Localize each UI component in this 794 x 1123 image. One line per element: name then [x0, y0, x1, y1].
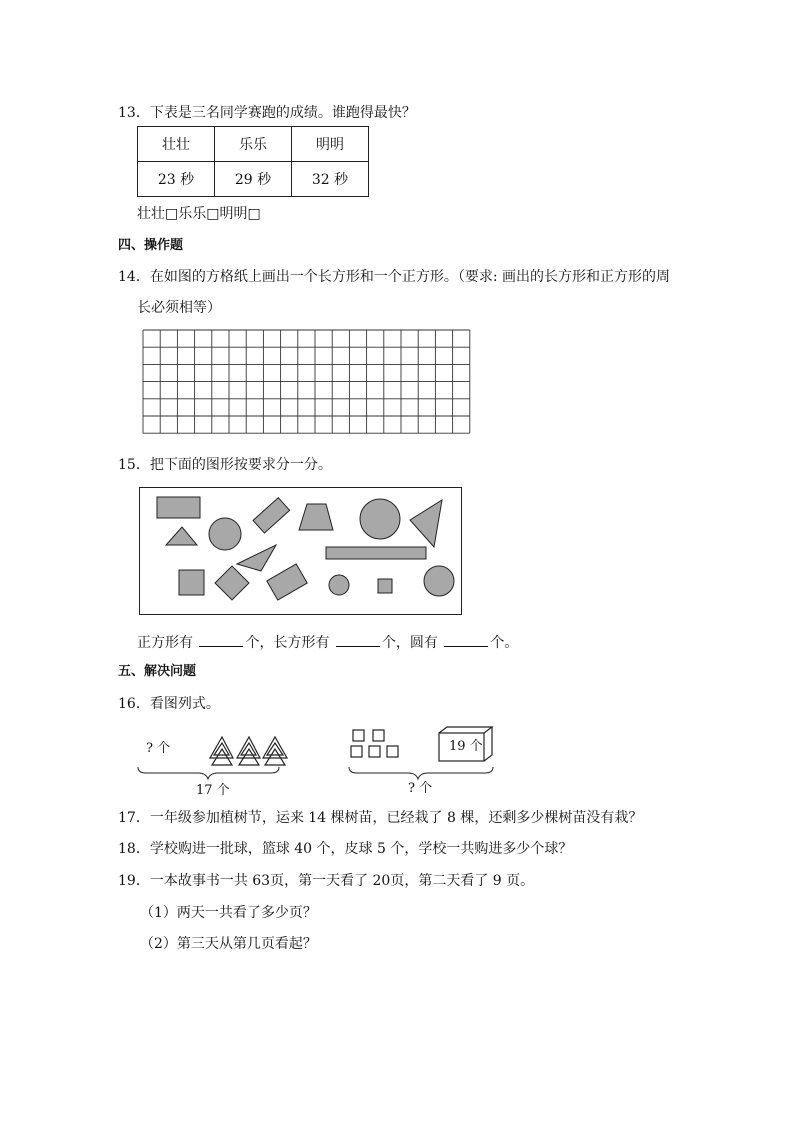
table-cell: 32 秒	[292, 162, 369, 197]
box-count-label: 19 个	[449, 739, 483, 754]
answer-line-13: 壮壮□乐乐□明明□	[137, 206, 261, 222]
small-square	[351, 746, 362, 757]
right-total-label: ? 个	[408, 781, 433, 796]
section-heading-4: 四、操作题	[118, 238, 184, 253]
question-14-line1: 14．在如图的方格纸上画出一个长方形和一个正方形。（要求: 画出的长方形和正方形的周	[118, 269, 670, 285]
triangle-shape	[166, 527, 197, 545]
question-15: 15．把下面的图形按要求分一分。	[118, 457, 332, 473]
question-14-line2: 长必须相等）	[137, 300, 221, 316]
rectangle-shape	[267, 564, 307, 600]
section-heading-5: 五、解决问题	[118, 664, 197, 679]
fill-label-square: 正方形有	[137, 635, 193, 651]
table-header-cell: 明明	[292, 127, 369, 162]
shapes-drawing	[139, 487, 462, 615]
rectangle-shape	[253, 498, 290, 533]
table-header-row	[138, 127, 369, 162]
circle-shape	[329, 575, 349, 595]
question-17: 17．一年级参加植树节，运来 14 棵树苗，已经栽了 8 棵，还剩多少棵树苗没有栽？	[118, 810, 643, 826]
box-top	[439, 727, 492, 733]
square-grid-paper	[143, 330, 473, 440]
table-row	[138, 162, 369, 197]
question-19-sub1: （1）两天一共看了多少页？	[140, 905, 317, 921]
rectangle-shape	[157, 497, 200, 518]
circle-shape	[424, 566, 454, 596]
race-score-table	[137, 126, 369, 197]
triangle-shape	[410, 500, 442, 547]
question-13: 13．下表是三名同学赛跑的成绩。谁跑得最快？	[118, 105, 416, 121]
square-shape	[215, 566, 249, 600]
rectangle-shape	[326, 547, 426, 559]
brace-right	[349, 767, 493, 779]
question-16: 16．看图列式。	[118, 696, 220, 712]
square-shape	[179, 570, 204, 595]
answer-blank[interactable]	[199, 632, 243, 647]
small-square	[373, 730, 384, 741]
question-19: 19．一本故事书一共 63页，第一天看了 20页，第二天看了 9 页。	[118, 873, 535, 889]
question-18: 18．学校购进一批球，篮球 40 个，皮球 5 个，学校一共购进多少个球？	[118, 841, 573, 857]
trapezoid-shape	[299, 504, 333, 530]
circle-shape	[209, 518, 241, 550]
fill-label-circle: 个，圆有	[381, 635, 438, 651]
fill-in-line-15	[137, 632, 518, 652]
table-header-cell: 壮壮	[138, 127, 215, 162]
question-19-sub2: （2）第三天从第几页看起？	[140, 936, 317, 952]
fill-label-end: 个。	[490, 635, 519, 651]
answer-blank[interactable]	[444, 632, 488, 647]
small-square	[369, 746, 380, 757]
circle-shape	[360, 499, 400, 539]
left-total-label: 17 个	[196, 783, 230, 798]
square-shape	[378, 579, 392, 593]
small-square	[387, 746, 398, 757]
small-square	[353, 730, 364, 741]
brace-left	[138, 767, 279, 779]
triangle-shape	[237, 545, 276, 571]
table-cell: 23 秒	[138, 162, 215, 197]
table-cell: 29 秒	[215, 162, 292, 197]
table-header-cell: 乐乐	[215, 127, 292, 162]
answer-blank[interactable]	[336, 632, 380, 647]
fill-label-rect: 个，长方形有	[245, 635, 330, 651]
left-unknown-label: ? 个	[146, 741, 171, 756]
